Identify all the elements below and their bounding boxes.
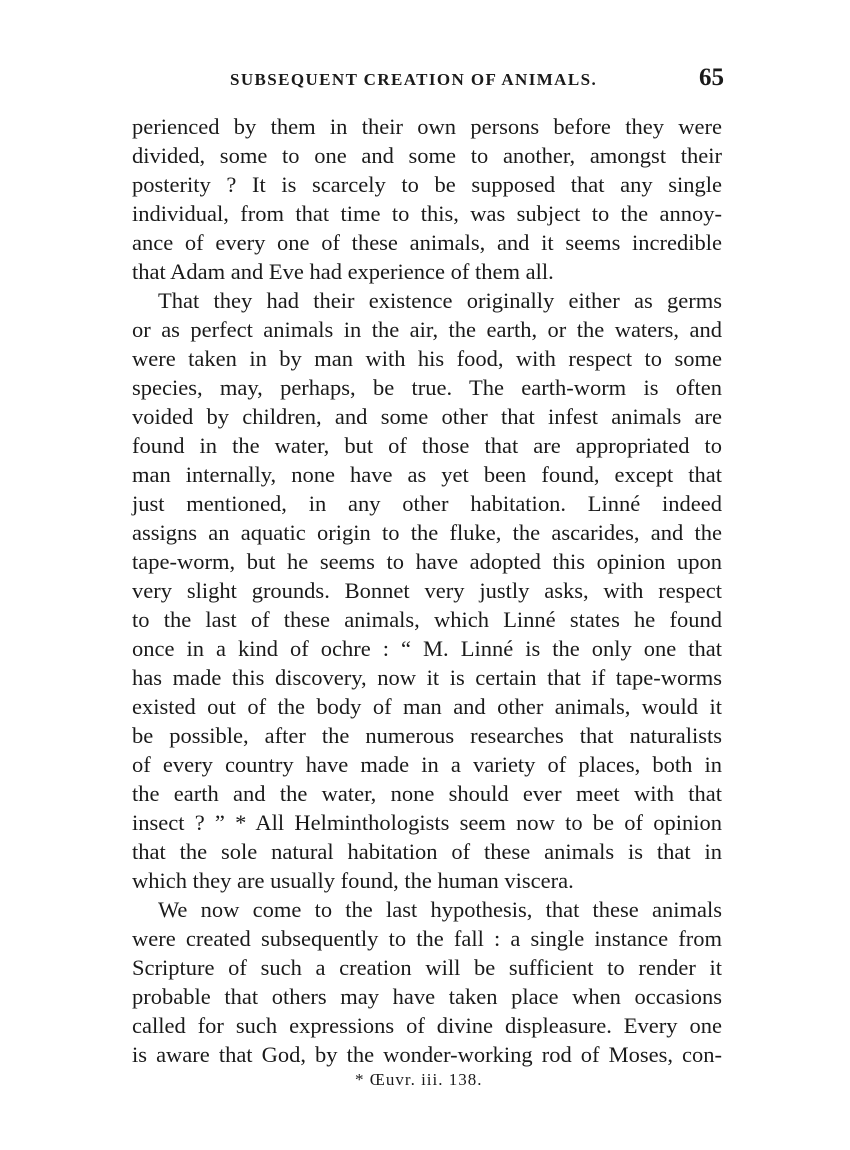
text-line: is aware that God, by the wonder-working rod of Moses, con- [132,1042,722,1067]
text-line: ance of every one of these animals, and it seems incredible [132,230,722,255]
text-line: perienced by them in their own persons before they were [132,114,722,139]
text-line: We now come to the last hypothesis, that these animals [158,897,722,922]
text-line: divided, some to one and some to another, amongst their [132,143,722,168]
text-line: that the sole natural habitation of these animals is that in [132,839,722,864]
footnote: * Œuvr. iii. 138. [355,1070,483,1089]
text-line: which they are usually found, the human viscera. [132,868,574,893]
text-line: very slight grounds. Bonnet very justly asks, with respect [132,578,722,603]
text-line: voided by children, and some other that infest animals are [132,404,722,429]
running-head: SUBSEQUENT CREATION OF ANIMALS. [230,70,598,89]
text-line: Scripture of such a creation will be sufficient to render it [132,955,722,980]
text-line: insect ? ” * All Helminthologists seem now to be of opinion [132,810,722,835]
page-header [230,66,730,96]
text-line: posterity ? It is scarcely to be supposed that any single [132,172,722,197]
text-line: found in the water, but of those that are appropriated to [132,433,722,458]
text-line: tape-worm, but he seems to have adopted this opinion upon [132,549,722,574]
text-line: or as perfect animals in the air, the earth, or the waters, and [132,317,722,342]
page-number: 65 [699,64,724,91]
text-line: assigns an aquatic origin to the fluke, the ascarides, and the [132,520,722,545]
text-line: called for such expressions of divine displeasure. Every one [132,1013,722,1038]
text-line: existed out of the body of man and other animals, would it [132,694,722,719]
text-line: probable that others may have taken place when occasions [132,984,722,1009]
text-line: man internally, none have as yet been found, except that [132,462,722,487]
text-line: be possible, after the numerous researches that naturalists [132,723,722,748]
text-line: just mentioned, in any other habitation. Linné indeed [132,491,722,516]
text-line: were created subsequently to the fall : a single instance from [132,926,722,951]
text-line: of every country have made in a variety of places, both in [132,752,722,777]
text-line: the earth and the water, none should ever meet with that [132,781,722,806]
text-line: were taken in by man with his food, with respect to some [132,346,722,371]
text-line: that Adam and Eve had experience of them all. [132,259,554,284]
text-line: once in a kind of ochre : “ M. Linné is the only one that [132,636,722,661]
text-line: individual, from that time to this, was subject to the annoy- [132,201,722,226]
body-text [132,112,722,1069]
text-line: That they had their existence originally either as germs [158,288,722,313]
text-line: has made this discovery, now it is certain that if tape-worms [132,665,722,690]
text-line: species, may, perhaps, be true. The earth-worm is often [132,375,722,400]
text-line: to the last of these animals, which Linné states he found [132,607,722,632]
